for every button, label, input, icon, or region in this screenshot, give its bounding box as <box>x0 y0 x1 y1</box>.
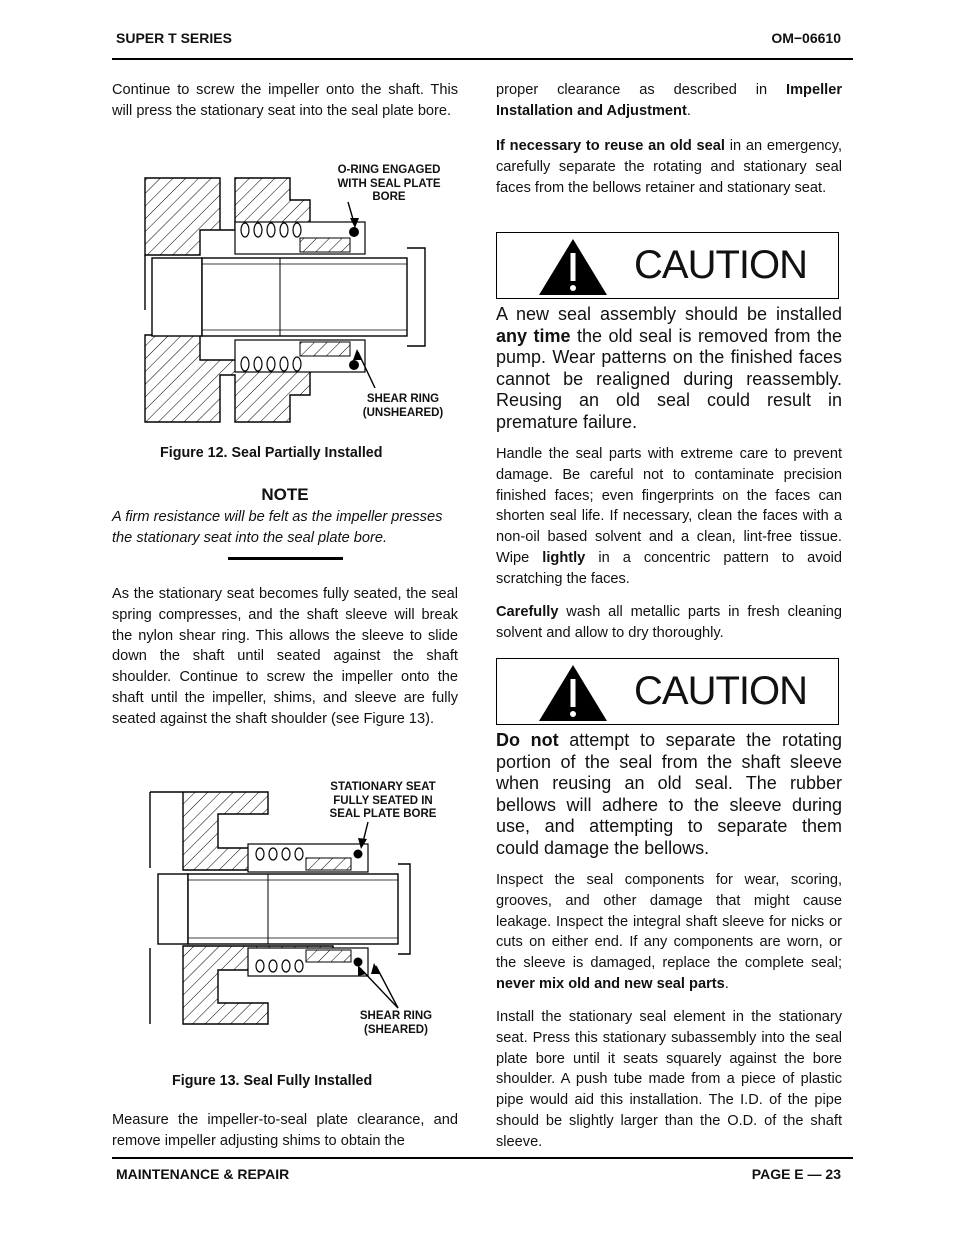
caution-box-1 <box>496 232 839 299</box>
caution-word-2: CAUTION <box>634 669 807 713</box>
footer-page-number: PAGE E — 23 <box>751 1166 841 1182</box>
warning-triangle-icon <box>537 663 609 723</box>
right-paragraph-6: Install the stationary seal element in the stationary seat. Press this stationary subassembly into the seal plate bore until it seats squarely against the bore shoulder. A push tube made from a piece of plastic pipe would aid this installation. The I.D. of the pipe should be slightly larger than the O.D. of the shaft sleeve. <box>496 1009 842 1150</box>
caution-text-2: Do not attempt to separate the rotating portion of the seal from the shaft sleeve when reusing an old seal. The rubber bellows will adhere to the sleeve during use, and attempting to separate them could damage the bellows. <box>496 730 842 858</box>
right-paragraph-5: Inspect the seal components for wear, scoring, grooves, and other damage that might cause leakage. Inspect the integral shaft sleeve for nicks or cuts on either end. If any components are worn, or the sleeve is damaged, replace the complete seal; never mix old and new seal parts. <box>496 872 842 992</box>
figure-12-caption: Figure 12. Seal Partially Installed <box>160 445 383 461</box>
footer-rule <box>112 1157 853 1159</box>
caution-text-1: A new seal assembly should be installed any time the old seal is removed from the pump. Wear patterns on the finished faces cannot be realigned during reassembly. Reusing an old seal could result in premature failure. <box>496 304 843 432</box>
warning-triangle-icon <box>537 237 609 297</box>
caution-word-1: CAUTION <box>634 243 807 287</box>
note-heading: NOTE <box>261 485 309 504</box>
figure-13-drawing <box>148 788 460 1028</box>
right-paragraph-3: Handle the seal parts with extreme care to prevent damage. Be careful not to contaminate precision finished faces; even fingerprints on the faces can shorten seal life. If necessary, clean the faces with a non-oil based solvent and a clean, lint-free tissue. Wipe lightly in a concentric pattern to avoid scratching the faces. <box>496 446 842 587</box>
left-paragraph-3: Measure the impeller-to-seal plate clearance, and remove impeller adjusting shims to obtain the <box>112 1112 458 1149</box>
figure-12-label-oring: O-RING ENGAGED WITH SEAL PLATE BORE <box>337 164 441 203</box>
right-paragraph-4: Carefully wash all metallic parts in fresh cleaning solvent and allow to dry thoroughly. <box>496 604 842 641</box>
header-rule <box>112 58 853 60</box>
left-paragraph-1: Continue to screw the impeller onto the shaft. This will press the stationary seat into the seal plate bore. <box>112 82 458 119</box>
footer-section: MAINTENANCE & REPAIR <box>116 1166 290 1182</box>
left-paragraph-2: As the stationary seat becomes fully seated, the seal spring compresses, and the shaft sleeve will break the nylon shear ring. This allows the sleeve to slide down the shaft until seated against the shaft shoulder. Continue to screw the impeller onto the shaft until the impeller, shims, and sleeve are fully seated against the shaft shoulder (see Figure 13). <box>112 586 458 727</box>
figure-13-caption: Figure 13. Seal Fully Installed <box>172 1073 373 1089</box>
figure-13-label-stationary-seat: STATIONARY SEAT FULLY SEATED IN SEAL PLATE BORE <box>329 781 437 820</box>
figure-13-label-shear-ring: SHEAR RING (SHEARED) <box>359 1010 433 1036</box>
header-series: SUPER T SERIES <box>116 30 232 46</box>
note-rule <box>228 557 343 560</box>
note-text: A firm resistance will be felt as the impeller presses the stationary seat into the seal plate bore. <box>112 509 443 546</box>
caution-box-2 <box>496 658 839 725</box>
figure-12-label-shear-ring: SHEAR RING (UNSHEARED) <box>362 393 444 419</box>
right-paragraph-1: proper clearance as described in Impeller Installation and Adjustment. <box>496 82 842 119</box>
header-doc-number: OM−06610 <box>771 30 841 46</box>
right-paragraph-2: If necessary to reuse an old seal in an emergency, carefully separate the rotating and stationary seal faces from the bellows retainer and stationary seat. <box>496 138 843 196</box>
